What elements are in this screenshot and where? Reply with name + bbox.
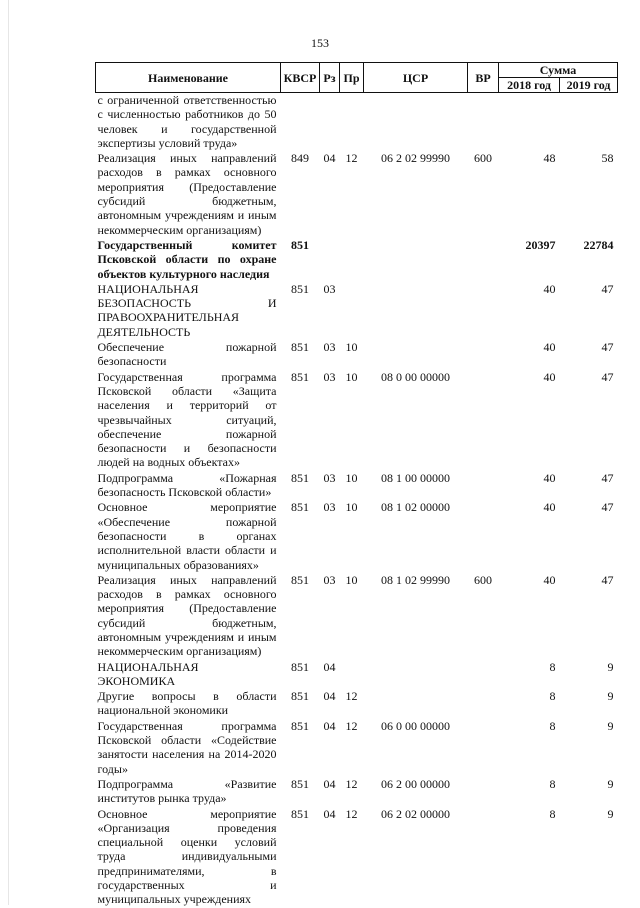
header-kvsr: КВСР: [281, 63, 320, 93]
cell-2019: 22784: [583, 237, 614, 252]
cell-rz: 04: [323, 776, 336, 791]
cell-rz: [320, 93, 340, 152]
budget-table: [95, 62, 618, 908]
cell-2018: 40: [543, 281, 556, 296]
table-row: [96, 93, 618, 152]
cell-vr: [468, 719, 499, 777]
cell-2018: [499, 93, 560, 152]
table-row: [96, 500, 618, 572]
cell-kvsr: 851: [291, 470, 309, 485]
cell-csr: 08 1 02 00000: [381, 500, 450, 515]
cell-2019: 9: [607, 718, 614, 733]
header-2018: 2018 год: [499, 78, 560, 93]
cell-pr: [340, 660, 364, 690]
cell-name: Основное мероприятие «Организация проведения специальной оценки условий труда индивидуальными предпринимателями, в государственных и муниципальных учреждениях: [97, 806, 277, 907]
cell-csr: 08 0 00 00000: [381, 369, 450, 384]
cell-rz: 03: [323, 572, 336, 587]
cell-pr: 10: [345, 340, 358, 355]
cell-2019: 58: [601, 151, 614, 166]
cell-kvsr: 849: [291, 151, 309, 166]
cell-csr: [364, 660, 468, 690]
cell-rz: 04: [323, 806, 336, 821]
cell-name: Государственная программа Псковской области «Содействие занятости населения на 2014-2020 годы»: [97, 718, 277, 776]
cell-kvsr: [281, 93, 320, 152]
table-row: [96, 689, 618, 719]
cell-vr: [468, 370, 499, 471]
cell-2018: 48: [543, 151, 556, 166]
cell-2019: 9: [607, 776, 614, 791]
table-row: [96, 777, 618, 807]
cell-pr: 10: [345, 572, 358, 587]
scan-edge: [8, 0, 9, 905]
header-sum: Сумма: [499, 63, 618, 78]
cell-csr: [364, 238, 468, 282]
cell-rz: [320, 238, 340, 282]
cell-2019: 47: [601, 500, 614, 515]
cell-vr: [468, 282, 499, 340]
cell-name: с ограниченной ответственностью с численностью работников до 50 человек и государственной экспертизы условий труда»: [97, 93, 277, 150]
cell-name: НАЦИОНАЛЬНАЯ БЕЗОПАСНОСТЬ И ПРАВООХРАНИТЕЛЬНАЯ ДЕЯТЕЛЬНОСТЬ: [97, 281, 277, 339]
cell-2018: 40: [543, 572, 556, 587]
cell-2019: 9: [607, 659, 614, 674]
cell-vr: [468, 660, 499, 690]
cell-pr: 12: [345, 718, 358, 733]
cell-pr: [340, 282, 364, 340]
cell-vr: [468, 471, 499, 501]
cell-kvsr: 851: [291, 369, 309, 384]
cell-rz: 03: [323, 281, 336, 296]
cell-2019: 47: [601, 572, 614, 587]
cell-2018: 40: [543, 500, 556, 515]
header-rz: Рз: [320, 63, 340, 93]
cell-kvsr: 851: [291, 806, 309, 821]
cell-2018: 8: [549, 689, 556, 704]
cell-name: Реализация иных направлений расходов в рамках основного мероприятия (Предоставление субсидий бюджетным, автономным учреждениям и иным некоммерческим организациям): [97, 572, 277, 659]
cell-kvsr: 851: [291, 237, 309, 252]
table-row: [96, 282, 618, 340]
table-row: [96, 370, 618, 471]
cell-rz: 04: [323, 718, 336, 733]
cell-2019: 47: [601, 470, 614, 485]
cell-2018: 8: [549, 659, 556, 674]
cell-2018: 20397: [525, 237, 556, 252]
cell-2019: 47: [601, 340, 614, 355]
cell-kvsr: 851: [291, 718, 309, 733]
cell-2018: 40: [543, 470, 556, 485]
table-row: [96, 807, 618, 908]
cell-kvsr: 851: [291, 776, 309, 791]
cell-2019: 9: [607, 689, 614, 704]
cell-kvsr: 851: [291, 572, 309, 587]
table-row: [96, 660, 618, 690]
cell-pr: [340, 93, 364, 152]
cell-2019: 47: [601, 281, 614, 296]
cell-vr: [468, 238, 499, 282]
cell-vr: [468, 340, 499, 370]
cell-csr: 06 0 00 00000: [381, 718, 450, 733]
header-name: Наименование: [96, 63, 281, 93]
table-row: [96, 238, 618, 282]
cell-name: Основное мероприятие «Обеспечение пожарной безопасности в органах исполнительной власти области и муниципальных образованиях»: [97, 500, 277, 572]
cell-csr: 06 2 02 00000: [381, 806, 450, 821]
cell-kvsr: 851: [291, 500, 309, 515]
cell-csr: 08 1 00 00000: [381, 470, 450, 485]
cell-vr: [468, 777, 499, 807]
table-row: [96, 151, 618, 238]
cell-csr: 06 2 00 00000: [381, 776, 450, 791]
header-vr: ВР: [468, 63, 499, 93]
cell-pr: 10: [345, 369, 358, 384]
header-2019: 2019 год: [560, 78, 618, 93]
table-row: [96, 573, 618, 660]
cell-rz: 03: [323, 340, 336, 355]
table-row: [96, 340, 618, 370]
cell-name: Государственная программа Псковской области «Защита населения и территорий от чрезвычайных ситуаций, обеспечение пожарной безопасности и безопасности людей на водных объектах»: [97, 369, 277, 470]
cell-2018: 8: [549, 806, 556, 821]
cell-name: Реализация иных направлений расходов в рамках основного мероприятия (Предоставление субсидий бюджетным, автономным учреждениям и иным некоммерческим организациям): [97, 151, 277, 237]
table-row: [96, 471, 618, 501]
cell-rz: 03: [323, 470, 336, 485]
cell-2019: [560, 93, 618, 152]
cell-rz: 03: [323, 369, 336, 384]
cell-kvsr: 851: [291, 281, 309, 296]
cell-csr: [364, 689, 468, 719]
cell-rz: 04: [323, 151, 336, 166]
cell-vr: 600: [474, 151, 492, 166]
cell-pr: 12: [345, 776, 358, 791]
cell-csr: [364, 340, 468, 370]
cell-name: Подпрограмма «Развитие институтов рынка труда»: [97, 776, 277, 806]
table-header: [96, 63, 618, 93]
page-number: 153: [311, 36, 329, 50]
cell-2018: 40: [543, 369, 556, 384]
cell-pr: 12: [345, 806, 358, 821]
header-pr: Пр: [340, 63, 364, 93]
cell-vr: [468, 93, 499, 152]
cell-rz: 03: [323, 500, 336, 515]
cell-2018: 8: [549, 718, 556, 733]
cell-pr: [340, 238, 364, 282]
cell-pr: 10: [345, 500, 358, 515]
cell-pr: 12: [345, 151, 358, 166]
cell-kvsr: 851: [291, 659, 309, 674]
cell-rz: 04: [323, 689, 336, 704]
cell-pr: 12: [345, 689, 358, 704]
cell-kvsr: 851: [291, 340, 309, 355]
table-row: [96, 719, 618, 777]
cell-kvsr: 851: [291, 689, 309, 704]
cell-2018: 40: [543, 340, 556, 355]
cell-csr: 06 2 02 99990: [381, 151, 450, 166]
cell-csr: [364, 93, 468, 152]
cell-vr: 600: [474, 572, 492, 587]
cell-vr: [468, 689, 499, 719]
header-csr: ЦСР: [364, 63, 468, 93]
cell-2019: 9: [607, 806, 614, 821]
cell-2018: 8: [549, 776, 556, 791]
cell-name: Подпрограмма «Пожарная безопасность Псковской области»: [97, 470, 277, 500]
cell-name: Обеспечение пожарной безопасности: [97, 340, 277, 369]
cell-pr: 10: [345, 470, 358, 485]
cell-2019: 47: [601, 369, 614, 384]
cell-vr: [468, 807, 499, 908]
cell-csr: [364, 282, 468, 340]
table-body: [96, 93, 618, 908]
cell-name: Другие вопросы в области национальной экономики: [97, 689, 277, 718]
cell-name: НАЦИОНАЛЬНАЯ ЭКОНОМИКА: [97, 659, 199, 688]
cell-vr: [468, 500, 499, 572]
cell-name: Государственный комитет Псковской области по охране объектов культурного наследия: [97, 237, 277, 281]
cell-rz: 04: [323, 659, 336, 674]
cell-csr: 08 1 02 99990: [381, 572, 450, 587]
